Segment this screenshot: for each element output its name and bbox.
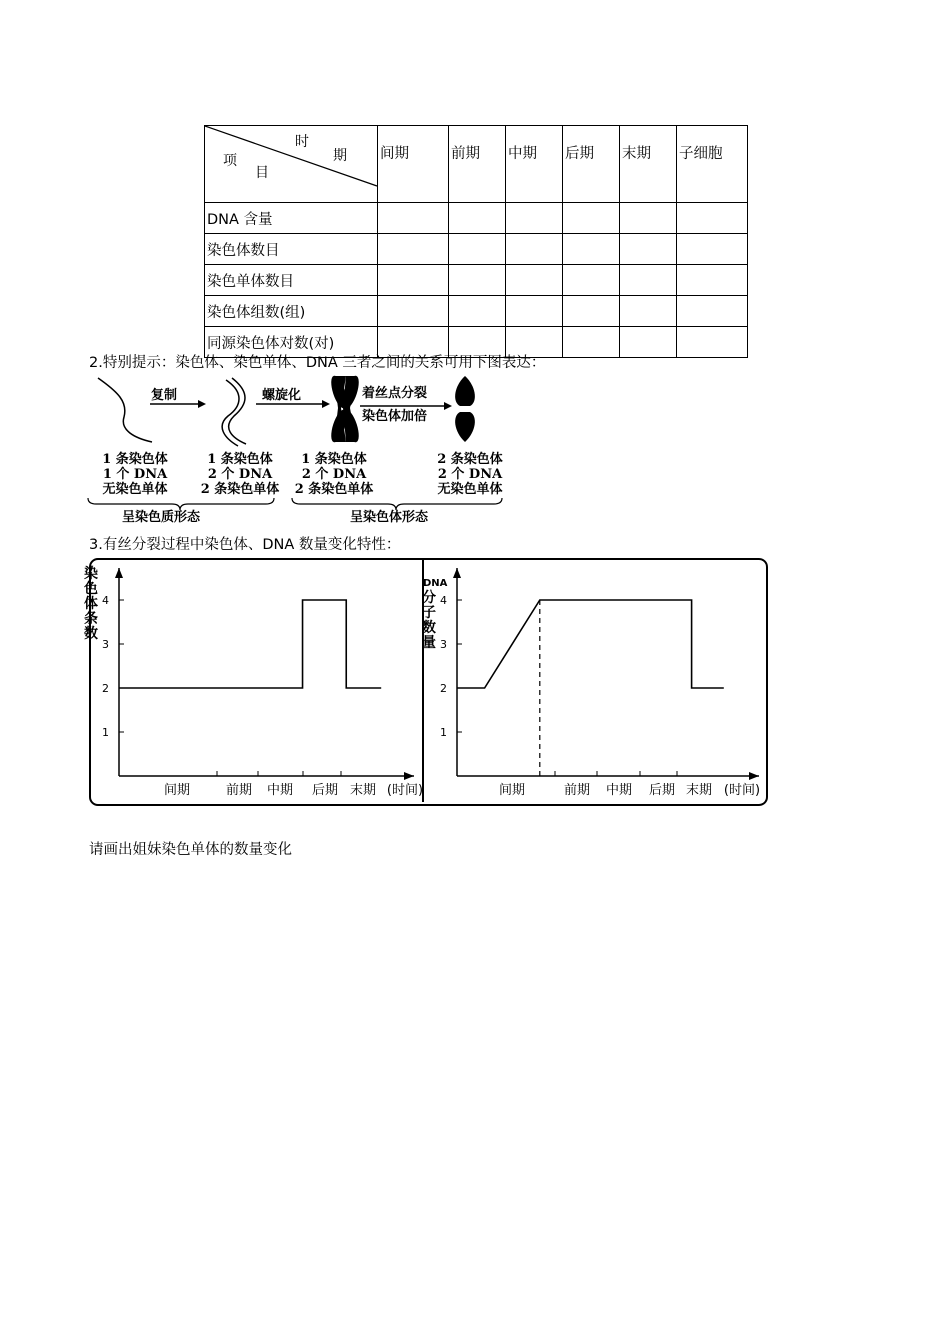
row-label: 染色体数目 xyxy=(205,234,378,265)
y-axis-label: 数 xyxy=(84,626,98,642)
x-tick-label: 中期 xyxy=(605,783,633,798)
y-tick-label: 2 xyxy=(102,682,109,695)
table-row xyxy=(205,203,748,234)
y-axis-label: 分 xyxy=(422,590,436,606)
col-header: 中期 xyxy=(506,126,563,203)
y-axis-arrow xyxy=(453,568,461,578)
y-axis-label: 量 xyxy=(422,635,436,651)
table-row xyxy=(205,234,748,265)
brace-label-chromosome: 呈染色体形态 xyxy=(350,510,429,525)
y-axis-label: 色 xyxy=(84,581,98,597)
y-tick-label: 3 xyxy=(102,638,109,651)
x-tick-label: 间期 xyxy=(498,783,526,798)
col-header: 子细胞 xyxy=(677,126,748,203)
y-axis-label: 子 xyxy=(422,605,436,621)
x-axis-arrow xyxy=(749,772,759,780)
col-header: 前期 xyxy=(449,126,506,203)
separated-chromatid xyxy=(455,376,475,406)
x-tick-label: 间期 xyxy=(163,783,191,798)
y-axis-label: 条 xyxy=(84,611,98,627)
brace-chromosome xyxy=(292,498,502,510)
row-label: DNA 含量 xyxy=(205,203,378,234)
table-row xyxy=(205,296,748,327)
state-4: 2 条染色体 2 个 DNA 无染色单体 xyxy=(437,452,503,497)
x-tick-label: 后期 xyxy=(311,783,339,798)
label-replicate: 复制 xyxy=(151,388,178,403)
row-label: 染色单体数目 xyxy=(205,265,378,296)
x-tick-label: (时间) xyxy=(386,783,424,798)
x-tick-label: 末期 xyxy=(349,783,377,798)
series-line xyxy=(457,600,724,688)
label-chromosome-double: 染色体加倍 xyxy=(362,409,428,424)
corner-period: 期 xyxy=(333,148,347,164)
y-axis-label: 体 xyxy=(84,596,98,612)
label-centromere-split: 着丝点分裂 xyxy=(362,386,428,401)
state-2: 1 条染色体 2 个 DNA 2 条染色单体 xyxy=(200,452,280,497)
x-tick-label: 中期 xyxy=(266,783,294,798)
x-axis-arrow xyxy=(404,772,414,780)
x-tick-label: (时间) xyxy=(723,783,761,798)
row-label: 同源染色体对数(对) xyxy=(205,327,378,358)
y-tick-label: 1 xyxy=(102,726,109,739)
state-3: 1 条染色体 2 个 DNA 2 条染色单体 xyxy=(294,452,374,497)
separated-chromatid xyxy=(455,412,475,442)
col-header: 后期 xyxy=(563,126,620,203)
col-header: 间期 xyxy=(378,126,449,203)
section2-heading: 2.特别提示：染色体、染色单体、DNA 三者之间的关系可用下图表达： xyxy=(89,355,546,371)
y-axis-arrow xyxy=(115,568,123,578)
brace-label-chromatin: 呈染色质形态 xyxy=(122,510,201,525)
y-tick-label: 4 xyxy=(440,594,447,607)
col-header: 末期 xyxy=(620,126,677,203)
corner-item: 项 xyxy=(223,153,237,169)
x-tick-label: 前期 xyxy=(225,783,253,798)
y-axis-label: DNA xyxy=(423,578,448,589)
table-corner-cell xyxy=(205,126,378,203)
y-axis-label: 数 xyxy=(422,620,436,636)
x-tick-label: 前期 xyxy=(563,783,591,798)
y-tick-label: 2 xyxy=(440,682,447,695)
y-tick-label: 1 xyxy=(440,726,447,739)
y-tick-label: 4 xyxy=(102,594,109,607)
corner-time: 时 xyxy=(295,134,309,150)
chromatin-strand xyxy=(98,378,152,442)
x-tick-label: 末期 xyxy=(685,783,713,798)
mitosis-charts xyxy=(84,558,768,806)
y-tick-label: 3 xyxy=(440,638,447,651)
y-axis-label: 染 xyxy=(84,566,98,582)
label-spiral: 螺旋化 xyxy=(262,388,302,403)
x-tick-label: 后期 xyxy=(648,783,676,798)
table-row xyxy=(205,265,748,296)
section3-heading: 3.有丝分裂过程中染色体、DNA 数量变化特性： xyxy=(89,537,401,553)
corner-mu: 目 xyxy=(255,165,269,181)
mitosis-table xyxy=(204,125,748,358)
row-label: 染色体组数(组) xyxy=(205,296,378,327)
state-1: 1 条染色体 1 个 DNA 无染色单体 xyxy=(102,452,168,497)
replicated-strand xyxy=(229,378,246,444)
series-line xyxy=(119,600,381,688)
brace-chromatin xyxy=(88,498,274,510)
footer-instruction: 请画出姐妹染色单体的数量变化 xyxy=(89,842,292,858)
